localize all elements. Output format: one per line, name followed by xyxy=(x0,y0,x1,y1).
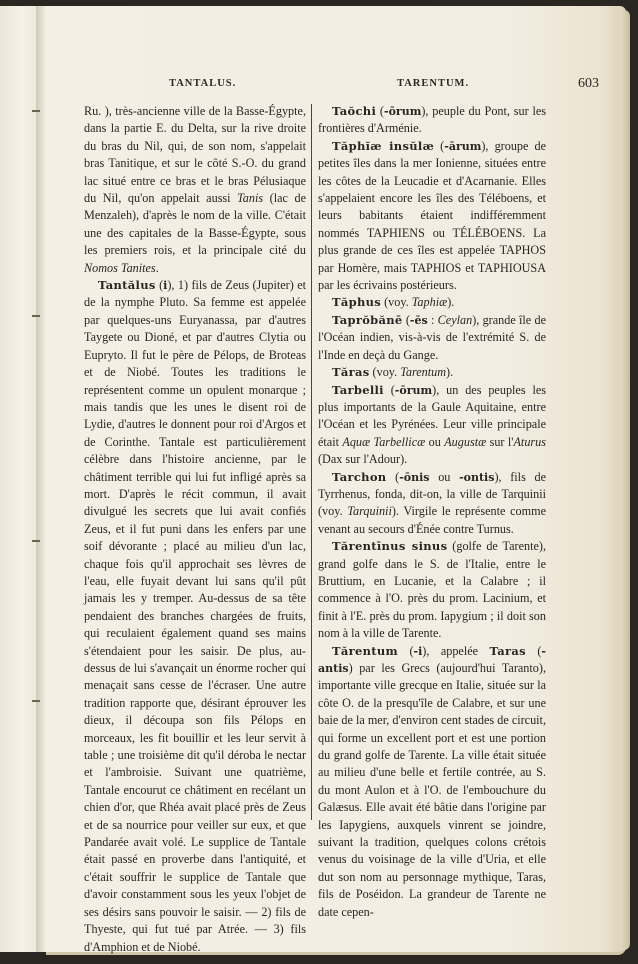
entry-headword: Tantălus xyxy=(98,278,156,293)
genitive-ending: -ōrum xyxy=(384,105,422,118)
dictionary-entry xyxy=(318,364,546,381)
entry-text: ), peuple du Pont, sur les frontières d'Arménie. xyxy=(318,104,546,136)
italic-term: Tanis xyxy=(237,191,264,206)
entry-text: (lac de Menzaleh), d'après le nom de la ville. C'était une des capitales de la Basse-Égypte, sous les premiers rois, et la principale cité du xyxy=(84,191,306,258)
entry-text: (Dax sur l'Adour). xyxy=(318,452,408,467)
entry-text: ( xyxy=(376,104,384,118)
running-header-right: TARENTUM. xyxy=(397,78,470,89)
entry-text: ), grande île de l'Océan indien, vis-à-vis de l'extrémité S. de l'Inde en deçà du Gange. xyxy=(318,312,547,362)
bold-term: Taras xyxy=(489,643,526,658)
dictionary-entry xyxy=(318,469,546,539)
column-divider xyxy=(311,104,312,820)
entry-text: : xyxy=(427,312,438,327)
italic-term: Aquæ Tarbellicæ xyxy=(342,434,426,449)
margin-tick xyxy=(32,315,40,317)
dictionary-entry xyxy=(84,277,306,956)
page-fore-edge xyxy=(620,10,630,950)
right-column xyxy=(318,103,546,921)
entry-headword: Tarbelli xyxy=(332,382,384,397)
genitive-ending: -ēs xyxy=(409,313,428,327)
entry-text: ), appelée xyxy=(422,643,490,658)
entry-headword: Tăras xyxy=(332,365,370,380)
entry-headword: Tarchon xyxy=(332,469,387,484)
italic-term: Aturus xyxy=(513,434,546,449)
entry-text: ou xyxy=(425,434,445,449)
entry-text: ou xyxy=(429,469,460,484)
entry-text: ( xyxy=(434,138,445,153)
italic-term: Taphiæ xyxy=(411,295,448,310)
entry-text: (voy. xyxy=(381,295,412,310)
entry-text: ( xyxy=(398,643,414,658)
italic-term: Tarquinii xyxy=(347,504,392,519)
entry-text: ( xyxy=(386,469,400,484)
dictionary-entry xyxy=(318,538,546,642)
entry-text: ( xyxy=(402,312,410,327)
dictionary-entry xyxy=(318,294,546,311)
genitive-ending: -ontis xyxy=(459,470,495,484)
genitive-ending: -i xyxy=(413,644,423,658)
entry-text: ), fils de Tyrrhenus, fonda, dit-on, la ville de Tarquinii (voy. xyxy=(318,469,547,519)
entry-headword: Tărentīnus sinus xyxy=(332,539,448,554)
genitive-ending: -ōnis xyxy=(399,470,430,484)
dictionary-entry xyxy=(318,103,546,138)
entry-text: ( xyxy=(383,382,395,397)
entry-text: (voy. xyxy=(369,365,401,380)
entry-text: ), 1) fils de Zeus (Jupiter) et de la nymphe Pluto. Sa femme est appelée par quelques-uns Euryanassa, par d'autres Taygete ou Dioné, et par d'autres Clytia ou Eupryto. Il fut le père de Pélops, de Broteas et de Niobé. Toutes les traditions le représentent comme un opulent monarque ; mais tandis que les unes le disent roi de Lydie, d'autres le donnent pour roi d'Argos et de Corinthe. Tantale est particulièrement célèbre dans l'histoire ancienne, par le châtiment terrible qui lui fut infligé après sa mort. D'après le récit commun, il avait divulgué les secrets que lui avait confiés Zeus, et il fut puni dans les enfers par une soif dévorante ; placé au milieu d'un lac, chaque fois qu'il approchait ses lèvres de l'eau, elle fuyait devant lui sans qu'il pût jamais les y tremper. Au-dessus de sa tête pendaient des branches chargées de fruits, qui reculaient également quand ses mains s'étendaient pour les saisir. De plus, au-dessus de lui s'avançait un énorme rocher qui menaçait sans cesse de l'écraser. Une autre tradition rapporte que, désirant éprouver les dieux, il découpa son fils Pélops en morceaux, les fit bouillir et les leur servit à table ; une troisième dit qu'il déroba le nectar et l'ambroisie. Suivant une quatrième, Tantale encourut ce châtiment en recélant un chien d'or, que Rhéa avait placé près de Zeus et de sa nourrice pour veiller sur eux, et que Pandarée avait volé. Le supplice de Tantale était passé en proverbe dans l'antiquité, et c'était souffrir le supplice de Tantale que d'avoir constamment sous les yeux l'objet de ses désirs sans pouvoir le saisir. — 2) fils de Thyeste, qui fut tué par Atrée. — 3) fils d'Amphion et de Niobé. xyxy=(84,278,307,954)
entry-text: (golfe de Tarente), grand golfe dans le S. de l'Italie, entre le Bruttium, en Lucanie, et la Calabre ; il commence à l'O. près du prom. Lacinium, et finit à l'E. près du prom. Iapygium ; il doit son nom à la ville de Tarente. xyxy=(318,539,546,641)
entry-text: sur l' xyxy=(486,434,514,449)
entry-text: . xyxy=(155,260,159,275)
book-gutter xyxy=(36,6,46,952)
italic-term: Ceylan xyxy=(437,312,473,327)
page-number: 603 xyxy=(578,76,599,91)
genitive-ending: -antis xyxy=(318,644,546,675)
italic-term: Tarentum xyxy=(400,365,447,380)
dictionary-entry xyxy=(318,382,546,469)
dictionary-entry xyxy=(318,138,546,295)
genitive-ending: i xyxy=(163,279,168,293)
continued-text xyxy=(84,103,306,277)
margin-tick xyxy=(32,540,40,542)
entry-headword: Taŏchi xyxy=(332,104,377,118)
entry-headword: Tărentum xyxy=(332,643,398,658)
entry-text: Ru. ), très-ancienne ville de la Basse-Égypte, dans la partie E. du Delta, sur la rive droite du bras du Nil, qui, de son nom, s'appelait bras Tanitique, et sur le côté S.-O. du grand lac situé entre ce bras et le bras Pélusiaque du Nil, qu'on appelait aussi xyxy=(84,104,306,206)
dictionary-entry xyxy=(318,312,546,364)
margin-tick xyxy=(32,110,40,112)
italic-term: Nomos Tanites xyxy=(84,260,156,275)
entry-headword: Tăphus xyxy=(332,295,382,310)
running-header-left: TANTALUS. xyxy=(169,78,237,89)
entry-text: ). Virgile le représente comme venant au secours d'Énée contre Turnus. xyxy=(318,504,546,536)
entry-headword: Taprŏbănē xyxy=(332,312,403,327)
entry-text: ) par les Grecs (aujourd'hui Taranto), importante ville grecque en Italie, située sur la côte O. de la presqu'île de Calabre, et sur une baie de la mer, d'environ cent stades de circuit, qui forme un excellent port et est une portion du grand golfe de Tarente. La ville était située au milieu d'une belle et fertile contrée, au S. du mont Aulon et à l'O. de l'embouchure du Galæsus. Elle avait été bâtie dans l'origine par les Iapygiens, auxquels vinrent se joindre, suivant la tradition, quelques colons crétois venus du voisinage de la ville d'Uria, et elle dut son nom au personnage mythique, Taras, fils de Poséidon. La grandeur de Tarente ne date cepen- xyxy=(318,661,546,919)
entry-headword: Tăphĭæ insŭlæ xyxy=(332,138,435,153)
entry-text: ). xyxy=(447,295,455,310)
previous-page-edge xyxy=(0,6,38,952)
left-column xyxy=(84,103,306,956)
genitive-ending: -ōrum xyxy=(394,383,433,397)
entry-text: ( xyxy=(155,278,164,293)
entry-text: ), groupe de petites îles dans la mer Ionienne, situées entre les côtes de la Leucadie et d'Acarnanie. Elles s'appelaient encore les îles des Téléboens, et leurs babitants étaient indifféremment nommés TAPHIENS ou TÉLÉBOENS. La plus grande de ces îles est appelée TAPHOS par Homère, mais TAPHIOS et TAPHIOUSA par les écrivains postérieurs. xyxy=(318,138,547,293)
genitive-ending: -ārum xyxy=(444,139,482,153)
entry-text: ). xyxy=(446,365,454,380)
margin-tick xyxy=(32,700,40,702)
italic-term: Augustæ xyxy=(444,434,487,449)
dictionary-entry xyxy=(318,643,546,922)
entry-text: ), un des peuples les plus importants de la Gaule Aquitaine, entre l'Océan et les Pyrénées. Leur ville principale était xyxy=(318,382,546,449)
entry-text: ( xyxy=(525,643,542,658)
